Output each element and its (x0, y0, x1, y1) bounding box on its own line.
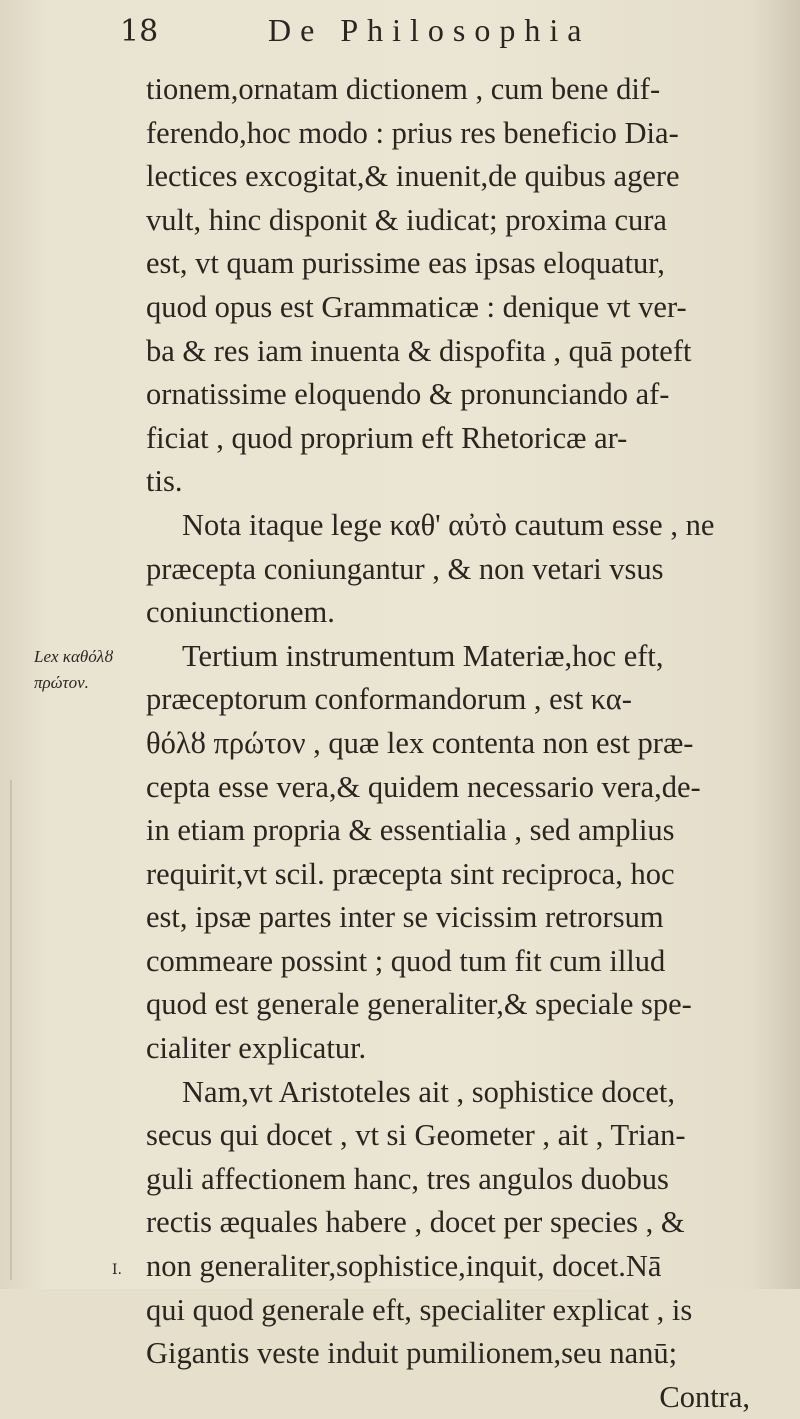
text-line: vult, hinc disponit & iudicat; proxima cura (146, 202, 667, 237)
running-head: De Philosophia (268, 12, 591, 48)
gutter-shadow (10, 780, 12, 1280)
text-line: est, vt quam purissime eas ipsas eloquatur, (146, 246, 665, 281)
text-line: qui quod generale eft, specialiter explicat , is (146, 1292, 693, 1327)
text-line: guli affectionem hanc, tres angulos duobus (146, 1161, 669, 1196)
text-line: tis. (146, 464, 183, 499)
catchword: Contra, (659, 1379, 750, 1414)
text-line: lectices excogitat,& inuenit,de quibus agere (146, 159, 680, 194)
text-line: secus qui docet , vt si Geometer , ait , Trian- (146, 1118, 686, 1153)
text-line: in etiam propria & essentialia , sed amplius (146, 813, 675, 848)
text-line: est, ipsæ partes inter se vicissim retrorsum (146, 900, 664, 935)
text-line: non generaliter,sophistice,inquit, docet.Nā (146, 1249, 662, 1284)
signature-mark: I. (112, 1262, 122, 1278)
text-line: ornatissime eloquendo & pronunciando af- (146, 377, 670, 412)
text-line: præcepta coniungantur , & non vetari vsus (146, 551, 664, 586)
text-line: requirit,vt scil. præcepta sint reciproca, hoc (146, 856, 675, 891)
text-line: quod opus est Grammaticæ : denique vt ver- (146, 289, 687, 324)
body-text (146, 68, 796, 1419)
marginal-note-line-1: Lex καθόλȣ (34, 647, 114, 666)
text-line: Gigantis veste induit pumilionem,seu nanū; (146, 1336, 678, 1371)
text-line: cialiter explicatur. (146, 1031, 367, 1066)
paragraph-start-line: Nota itaque lege καθ' αὐτὸ cautum esse , ne (182, 507, 715, 542)
text-line: tionem,ornatam dictionem , cum bene dif- (146, 72, 661, 106)
text-line: commeare possint ; quod tum fit cum illud (146, 943, 666, 978)
marginal-note-line-2: πρώτον. (34, 673, 89, 692)
text-line: cepta esse vera,& quidem necessario vera,de- (146, 769, 701, 804)
text-line: quod est generale generaliter,& specialе spe- (146, 987, 692, 1022)
text-line: ferendo,hoc modo : prius res beneficio Dia- (146, 115, 679, 150)
text-line: præceptorum conformandorum , est κα- (146, 682, 632, 717)
paragraph-start-line: Nam,vt Aristoteles ait , sophistice docet, (182, 1074, 675, 1109)
text-line: ficiat , quod proprium eft Rhetoricæ ar- (146, 420, 628, 455)
paragraph-start-line: Tertium instrumentum Materiæ,hoc eft, (182, 638, 664, 673)
text-line: coniunctionem. (146, 595, 335, 630)
text-line: θόλȣ πρώτον , quæ lex contenta non est præ- (146, 725, 694, 760)
page-number: 18 (120, 14, 159, 49)
text-line: rectis æquales habere , docet per species , & (146, 1205, 685, 1240)
text-line: ba & res iam inuenta & dispofita , quā poteft (146, 333, 692, 368)
